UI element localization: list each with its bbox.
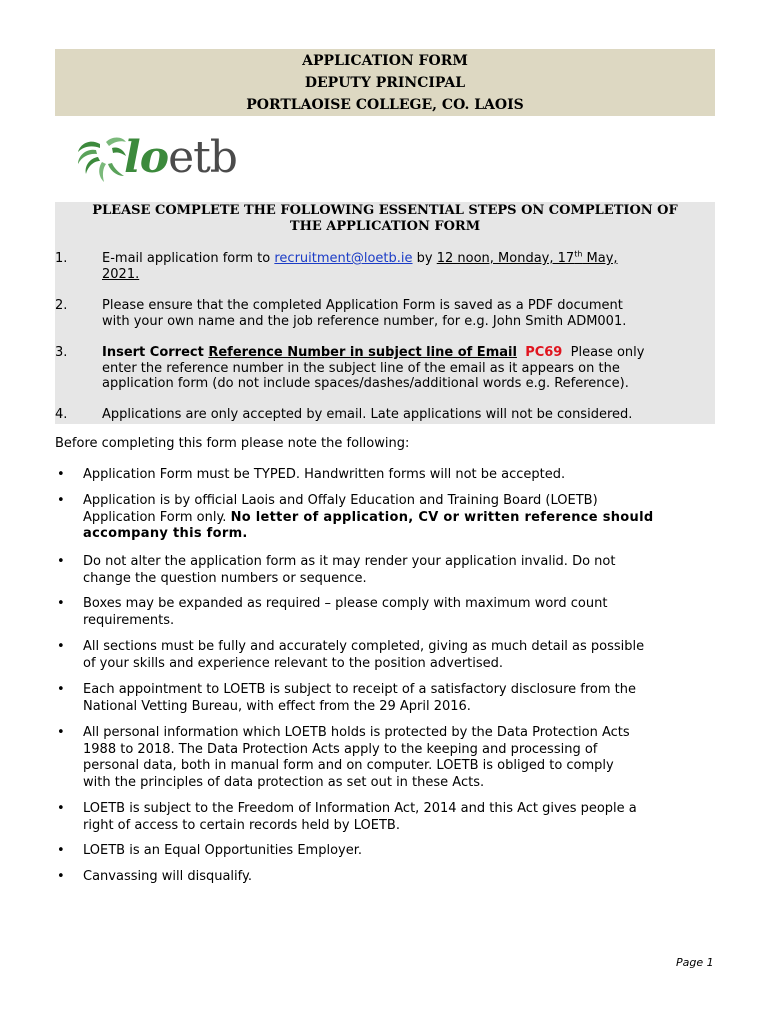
page-number: Page 1 (676, 956, 714, 969)
college-title: PORTLAOISE COLLEGE, CO. LAOIS (246, 97, 524, 113)
email-link[interactable]: recruitment@loetb.ie (274, 251, 413, 266)
essential-steps-box: PLEASE COMPLETE THE FOLLOWING ESSENTIAL STEPS ON COMPLETION OF THE APPLICATION FORM 1. E-mail application form to recruitment@loetb.ie by 12 noon, Monday, 17th May, 2021. 2. Please ensure that the completed Application Form is saved as a PDF document with your own name and the job reference number, for e.g. John Smith ADM001. 3. Insert Correct Reference Number in subject line of Email PC69 Please only enter the reference number in the subject line of the email as it appears on the application form (do not include spaces/dashes/additional words e.g. Reference). 4. Applications are only accepted by email. Late applications will not be considered. (55, 202, 715, 424)
position-title: DEPUTY PRINCIPAL (304, 75, 466, 91)
reference-code: PC69 (525, 345, 563, 360)
steps-heading: PLEASE COMPLETE THE FOLLOWING ESSENTIAL STEPS ON COMPLETION OF THE APPLICATION FORM (92, 203, 678, 234)
logo-wordmark: loetb (124, 132, 237, 183)
note-intro: Before completing this form please note the following: (55, 436, 410, 451)
title-block (55, 49, 715, 116)
form-title: APPLICATION FORM (302, 53, 468, 69)
